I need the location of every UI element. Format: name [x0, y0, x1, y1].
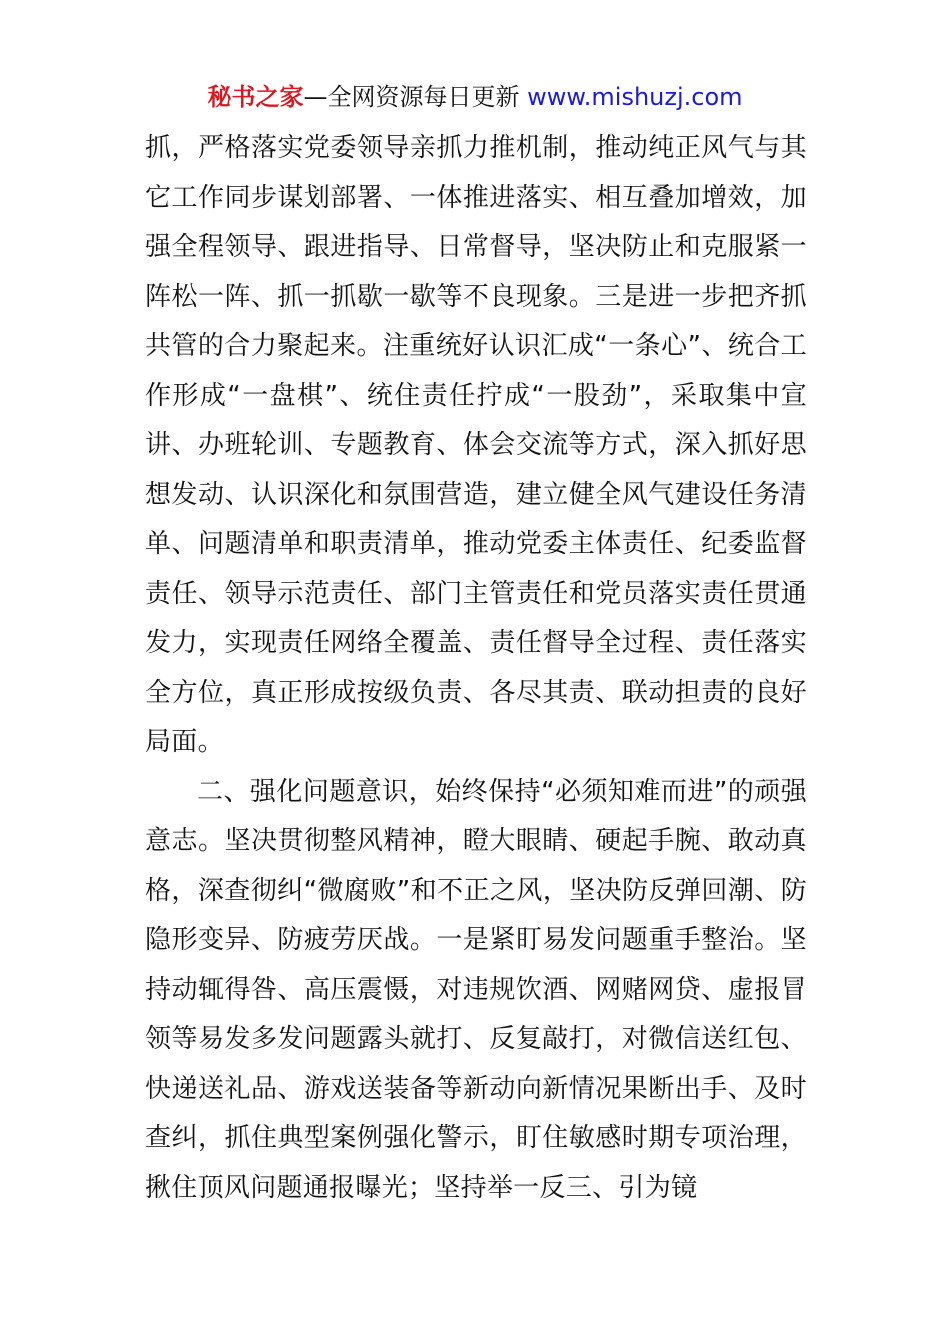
paragraph-section-two: 二、强化问题意识，始终保持“必须知难而进”的顽强意志。坚决贯彻整风精神，瞪大眼睛、硬起手腕、敢动真格，深查彻纠“微腐败”和不正之风，坚决防反弹回潮、防隐形变异、防疲劳厌战。一是紧盯易发问题重手整治。坚持动辄得咎、高压震慑，对违规饮酒、网赌网贷、虚报冒领等易发多发问题露头就打、反复敲打，对微信送红包、快递送礼品、游戏送装备等新动向新情况果断出手、及时查纠，抓住典型案例强化警示，盯住敏感时期专项治理，揪住顶风问题通报曝光；坚持举一反三、引为镜 — [145, 776, 807, 1203]
site-url-link[interactable]: www.mishuzj.com — [527, 83, 743, 111]
site-brand: 秘书之家 — [207, 83, 304, 111]
paragraph-continued: 抓，严格落实党委领导亲抓力推机制，推动纯正风气与其它工作同步谋划部署、一体推进落实、相互叠加增效，加强全程领导、跟进指导、日常督导，坚决防止和克服紧一阵松一阵、抓一抓歇一歇等不良现象。三是进一步把齐抓共管的合力聚起来。注重统好认识汇成“一条心”、统合工作形成“一盘棋”、统住责任拧成“一股劲”，采取集中宣讲、办班轮训、专题教育、体会交流等方式，深入抓好思想发动、认识深化和氛围营造，建立健全风气建设任务清单、问题清单和职责清单，推动党委主体责任、纪委监督责任、领导示范责任、部门主管责任和党员落实责任贯通发力，实现责任网络全覆盖、责任督导全过程、责任落实全方位，真正形成按级负责、各尽其责、联动担责的良好局面。 — [145, 133, 807, 757]
site-header — [0, 80, 950, 114]
site-tagline: —全网资源每日更新 — [303, 83, 528, 111]
document-body — [145, 124, 807, 1213]
